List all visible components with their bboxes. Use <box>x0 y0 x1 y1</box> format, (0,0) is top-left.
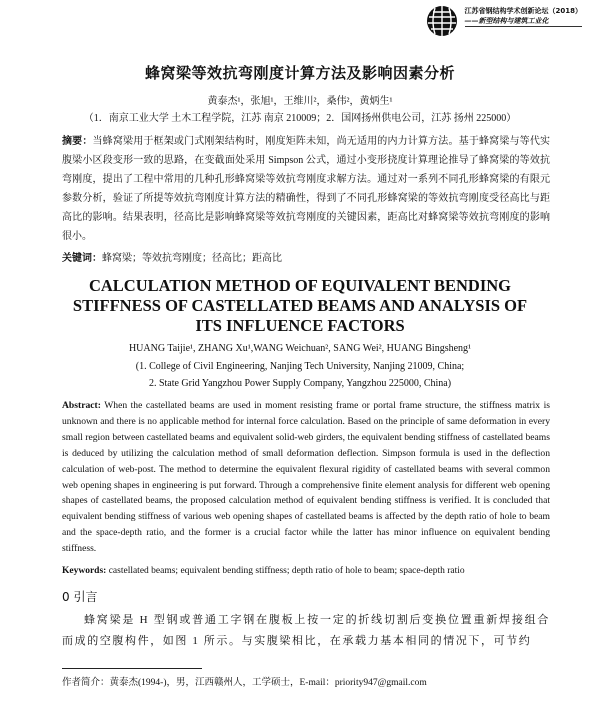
en-title-line2: STIFFNESS OF CASTELLATED BEAMS AND ANALYSIS OF <box>72 296 528 315</box>
journal-header-line2: ——新型结构与建筑工业化 <box>465 16 582 27</box>
cn-abstract-label: 摘要： <box>62 136 93 147</box>
cn-abstract-text: 当蜂窝梁用于框架或门式刚架结构时，刚度矩阵未知，尚无适用的内力计算方法。基于蜂窝梁与等代实腹梁小区段变形一致的思路，在变截面处采用 Simpson 公式，通过小变形挠度计算理论推导了蜂窝梁的等效抗弯刚度，提出了工程中常用的几种孔形蜂窝梁等效抗弯刚度求解方法。通过对一系列不同孔形蜂窝梁的有限元参数分析，验证了所提等效抗弯刚度计算方法的精确性，得到了不同孔形蜂窝梁的等效抗弯刚度受径高比与距高比的影响。结果表明，径高比是影响蜂窝梁等效抗弯刚度的关键因素，距高比对蜂窝梁等效抗弯刚度的影响很小。 <box>62 136 551 242</box>
cn-keywords-label: 关键词： <box>62 253 102 264</box>
introduction-paragraph: 蜂窝梁是 H 型钢或普通工字钢在腹板上按一定的折线切割后变换位置重新焊接组合而成的空腹构件，如图 1 所示。与实腹梁相比，在承载力基本相同的情况下，可节约 <box>62 614 550 647</box>
en-authors: HUANG Taijie¹, ZHANG Xu¹,WANG Weichuan², SANG Wei², HUANG Bingsheng¹ <box>128 343 472 354</box>
footnote-divider <box>62 668 202 669</box>
cn-authors: 黄泰杰¹，张旭¹，王维川²，桑伟²，黄炳生¹ <box>207 96 393 107</box>
cn-title: 蜂窝梁等效抗弯刚度计算方法及影响因素分析 <box>144 64 455 82</box>
en-title <box>0 276 600 336</box>
en-affiliation-2: 2. State Grid Yangzhou Power Supply Company, Yangzhou 225000, China) <box>148 378 452 389</box>
en-abstract <box>62 398 550 557</box>
journal-header-line1: 江苏省钢结构学术创新论坛（2018） <box>464 7 582 15</box>
cn-abstract <box>62 132 550 246</box>
cn-keywords <box>62 249 550 264</box>
en-keywords <box>62 566 550 576</box>
author-footnote: 作者简介：黄泰杰(1994-)，男，江西赣州人，工学硕士，E-mail：priority947@gmail.com <box>62 678 427 688</box>
en-title-line1: CALCULATION METHOD OF EQUIVALENT BENDING <box>88 276 512 295</box>
journal-header <box>425 4 582 38</box>
en-affiliation-1: (1. College of Civil Engineering, Nanjing Tech University, Nanjing 21009, China; <box>135 361 465 372</box>
en-title-line3: ITS INFLUENCE FACTORS <box>195 316 405 335</box>
en-keywords-text: castellated beams; equivalent bending stiffness; depth ratio of hole to beam; space-depth ratio <box>108 566 465 576</box>
section-heading-introduction: 0 引言 <box>62 590 98 604</box>
cn-keywords-text: 蜂窝梁；等效抗弯刚度；径高比；距高比 <box>102 253 282 264</box>
en-abstract-label: Abstract: <box>62 400 101 411</box>
en-keywords-label: Keywords: <box>62 566 107 576</box>
en-abstract-text: When the castellated beams are used in moment resisting frame or portal frame structure, the stiffness matrix is unknown and there is no applicable method for internal force calculation. Based on the principle of same deformation in every small region between castellated beams and equivalent solid-web girders, the equivalent bending stiffness of castellated beams is deduced by utilizing the calculation method of small deformation deflection. Simpson formula is used in the deflection calculation of web-post. The method to determine the equivalent flexural rigidity of castellated beams with several common web opening shapes in engineering is put forward. Through a comprehensive finite element analysis for different web opening shapes of castellated beams, the proposed calculation method of equivalent bending stiffness is verified. It is concluded that equivalent bending stiffness of various web opening shapes of castellated beams is affected by the depth ratio of hole to beam and the space-depth ratio, and the former is a crucial factor while the latter has minor influence on equivalent bending stiffness. <box>62 400 550 555</box>
conference-logo-icon <box>425 4 459 38</box>
cn-affiliation: （1．南京工业大学 土木工程学院，江苏 南京 210009；2．国网扬州供电公司，江苏 扬州 225000） <box>83 113 517 124</box>
